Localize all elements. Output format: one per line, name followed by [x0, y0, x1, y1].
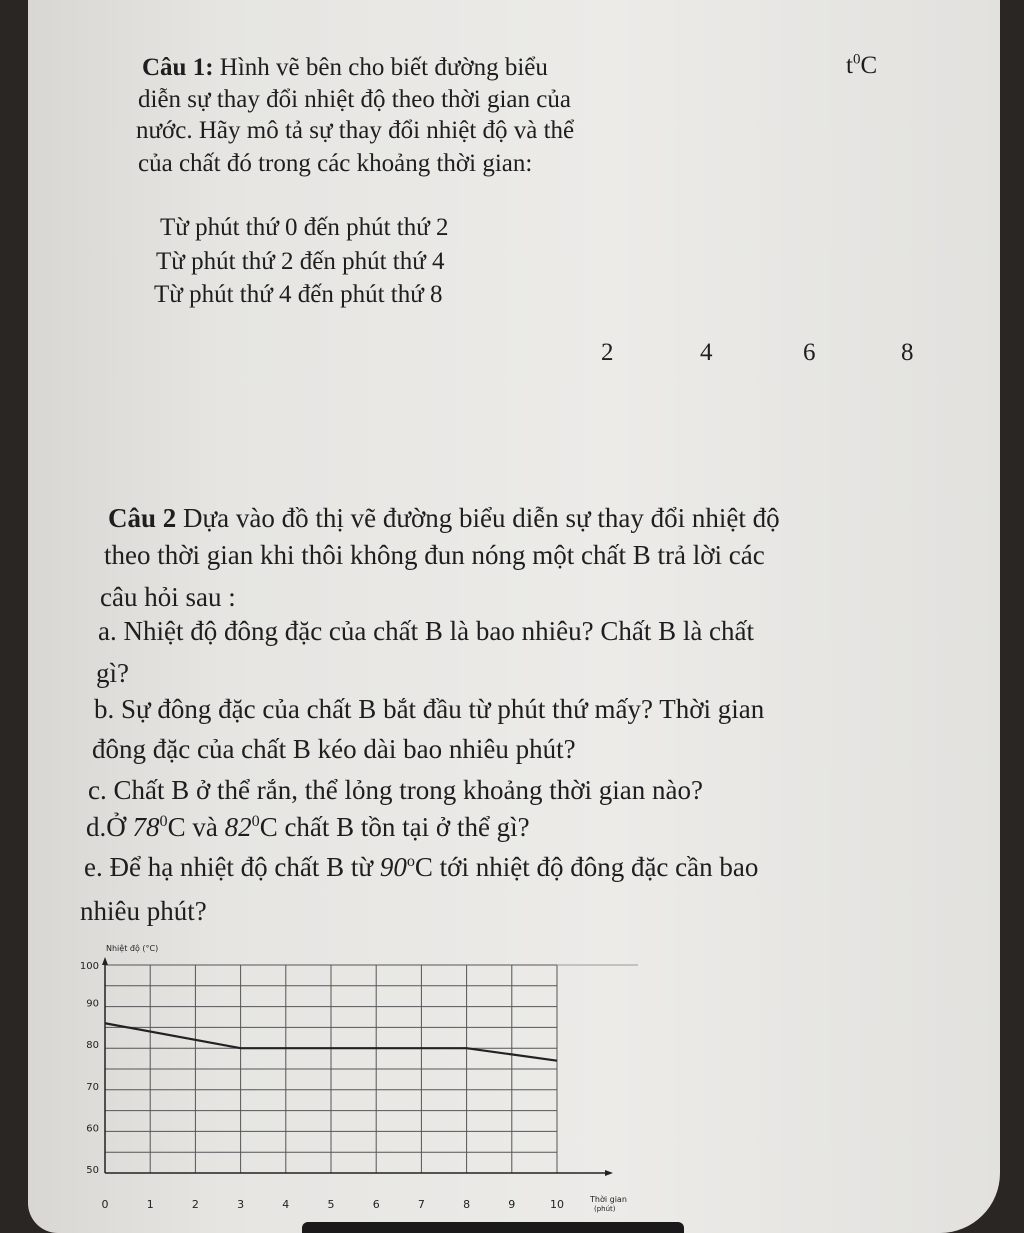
- q1-text: Hình vẽ bên cho biết đường biểu: [219, 54, 548, 81]
- y-axis-arrow: [102, 957, 108, 965]
- q1-interval-2: Từ phút thứ 2 đến phút thứ 4: [156, 248, 445, 275]
- y-tick-label: 80: [86, 1040, 99, 1052]
- y-tick-label: 100: [79, 961, 99, 972]
- chart-y-label: Nhiệt độ (°C): [106, 944, 159, 953]
- q1-axis-tick-4: 4: [700, 339, 713, 366]
- q1-line-4: của chất đó trong các khoảng thời gian:: [138, 150, 533, 177]
- q2-intro: Dựa vào đồ thị vẽ đường biểu diễn sự thay đổi nhiệt độ: [183, 503, 780, 533]
- q2-label: Câu 2: [108, 503, 177, 533]
- q2-question-e-cont: nhiêu phút?: [80, 896, 207, 926]
- x-tick-label: 8: [463, 1198, 471, 1211]
- x-tick-label: 9: [508, 1198, 516, 1211]
- q2-line-2: theo thời gian khi thôi không đun nóng một chất B trả lời các: [104, 540, 765, 570]
- chart-grid: [105, 965, 638, 1173]
- x-tick-label: 7: [417, 1198, 425, 1211]
- q1-line-2: diễn sự thay đổi nhiệt độ theo thời gian của: [138, 86, 571, 113]
- q1-axis-tick-8: 8: [901, 339, 914, 366]
- q2-question-a-cont: gì?: [96, 658, 129, 688]
- x-tick-label: 2: [191, 1198, 199, 1211]
- q2-question-b-cont: đông đặc của chất B kéo dài bao nhiêu phút?: [92, 734, 576, 764]
- q2-question-a: a. Nhiệt độ đông đặc của chất B là bao nhiêu? Chất B là chất: [98, 616, 755, 646]
- q2-question-d: d.Ở $78^0C$ và $82^0C$ chất B tồn tại ở thể gì?: [86, 812, 530, 842]
- cooling-chart: [60, 935, 660, 1225]
- chart-x-label-unit: (phút): [594, 1205, 616, 1213]
- q1-line-1: [142, 54, 548, 82]
- q2-question-c: c. Chất B ở thể rắn, thể lỏng trong khoảng thời gian nào?: [88, 775, 703, 805]
- q1-line-3: nước. Hãy mô tả sự thay đổi nhiệt độ và thể: [136, 117, 575, 144]
- q2-question-b: b. Sự đông đặc của chất B bắt đầu từ phút thứ mấy? Thời gian: [94, 694, 765, 724]
- chart-axes: [102, 957, 613, 1176]
- x-tick-label: 3: [237, 1198, 245, 1211]
- y-tick-label: 50: [86, 1165, 99, 1176]
- chart-x-label: Thời gian: [590, 1195, 627, 1204]
- q2-question-e: e. Để hạ nhiệt độ chất B từ 90$^o$C tới nhiệt độ đông đặc cần bao: [84, 852, 759, 882]
- q2-line-1: [108, 503, 780, 534]
- x-tick-label: 1: [146, 1198, 154, 1211]
- y-tick-label: 90: [86, 998, 99, 1010]
- q1-interval-3: Từ phút thứ 4 đến phút thứ 8: [154, 281, 443, 308]
- q1-label: Câu 1:: [142, 54, 214, 81]
- y-tick-label: 70: [86, 1081, 99, 1093]
- q1-interval-1: Từ phút thứ 0 đến phút thứ 2: [160, 214, 449, 241]
- q1-axis-tick-6: 6: [803, 339, 816, 366]
- x-tick-label: 6: [372, 1198, 380, 1211]
- x-axis-arrow: [605, 1170, 613, 1176]
- x-tick-label: 4: [282, 1198, 290, 1211]
- q2-line-3: câu hỏi sau :: [100, 582, 236, 612]
- x-tick-label: 5: [327, 1198, 335, 1211]
- x-tick-label: 0: [101, 1198, 109, 1211]
- q1-axis-tick-2: 2: [601, 339, 614, 366]
- x-tick-label: 10: [550, 1198, 564, 1211]
- q1-temp-unit: $t^0C$: [846, 51, 878, 79]
- y-tick-label: 60: [86, 1123, 99, 1135]
